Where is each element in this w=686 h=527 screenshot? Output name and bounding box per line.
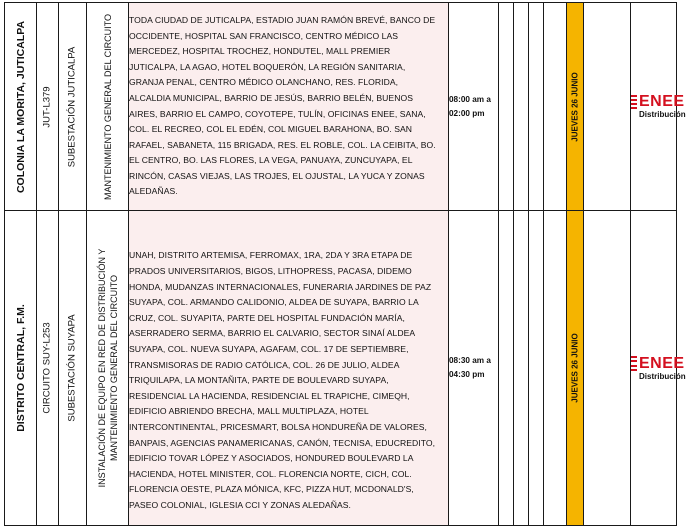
area-line: CRUZ, COL. SUYAPITA, PARTE DEL HOSPITAL FUNDACIÓN MARÍA, bbox=[129, 312, 405, 323]
outage-schedule-table bbox=[4, 2, 686, 526]
work-description bbox=[96, 249, 120, 488]
area-line: GRANJA PENAL, CENTRO MÉDICO OLANCHANO, RES. FLORIDA, bbox=[129, 77, 399, 88]
logo-name: ENEE bbox=[639, 354, 685, 372]
area-line: RESIDENCIAL LA HACIENDA, RESIDENCIAL EL TRAPICHE, CIMEQH, bbox=[129, 390, 410, 401]
area-line: ASERRADERO SERMA, BARRIO EL CALVARIO, SECTOR SINAÍ ALDEA bbox=[129, 328, 416, 339]
logo-subtitle: Distribución bbox=[639, 110, 686, 119]
empty-cell bbox=[544, 3, 567, 211]
area-line: RINCÓN, CASAS VIEJAS, LAS TROJES, EL OJUSTAL, LA YUCA Y ZONAS bbox=[129, 170, 425, 181]
area-line: COL. EL RECREO, COL EL EDÉN, COL MIGUEL BARAHONA, BO. SAN bbox=[129, 124, 413, 135]
substation-name: SUBESTACIÓN SUYAPA bbox=[66, 314, 78, 422]
logo-cell bbox=[631, 211, 686, 526]
enee-logo bbox=[631, 93, 686, 119]
area-line: TRANSMISORAS DE RADIO CATÓLICA, COL. 26 DE JULIO, ALDEA bbox=[129, 359, 400, 370]
affected-areas bbox=[129, 3, 449, 211]
date-label: JUEVES 26 JUNIO bbox=[570, 71, 580, 142]
area-line: AIRES, BARRIO EL CAMPO, COYOTEPE, TULÍN, OFICINAS ENEE, SANA, bbox=[129, 108, 426, 119]
enee-logo bbox=[631, 354, 686, 381]
empty-cell bbox=[584, 3, 631, 211]
substation-cell bbox=[59, 3, 87, 211]
work-cell bbox=[87, 3, 129, 211]
logo-cell bbox=[631, 3, 686, 211]
zone-cell bbox=[5, 3, 37, 211]
area-line: ALCALDIA MUNICIPAL, BARRIO DE JESÚS, BARRIO BELÉN, BUENOS bbox=[129, 92, 413, 103]
time-cell bbox=[449, 3, 499, 211]
area-line: TRIQUILAPA, LA MONTAÑITA, PARTE DE BOULEVARD SUYAPA, bbox=[129, 375, 389, 386]
logo-subtitle: Distribución bbox=[639, 371, 686, 381]
time-start: 08:00 am a bbox=[449, 94, 491, 104]
area-line: MERCEDEZ, HOSPITAL TROCHEZ, HONDUTEL, MALL PREMIER bbox=[129, 46, 391, 57]
area-line: OCCIDENTE, HOSPITAL SAN FRANCISCO, CENTRO MÉDICO LAS bbox=[129, 30, 399, 41]
date-cell bbox=[567, 211, 584, 526]
work-line: MANTENIMIENTO GENERAL DEL CIRCUITO bbox=[108, 274, 119, 462]
logo-name: ENEE bbox=[639, 93, 685, 110]
area-line: SUYAPA, COL. NUEVA SUYAPA, AGAFAM, COL. 17 DE SEPTIEMBRE, bbox=[129, 344, 409, 355]
circuit-cell bbox=[37, 3, 59, 211]
area-line: TODA CIUDAD DE JUTICALPA, ESTADIO JUAN RAMÓN BREVÉ, BANCO DE bbox=[129, 14, 436, 25]
circuit-cell bbox=[37, 211, 59, 526]
enee-mark-icon bbox=[631, 356, 637, 371]
empty-cell bbox=[584, 211, 631, 526]
outage-row bbox=[5, 3, 677, 211]
area-line: EL CENTRO, BO. LAS FLORES, LA VEGA, PANUAYA, ZUNCUYAPA, EL bbox=[129, 155, 413, 166]
empty-cell bbox=[499, 211, 514, 526]
area-line: PRADOS UNIVERSITARIOS, BIGOS, LITHOPRESS, PACASA, DIDEMO bbox=[129, 266, 412, 277]
area-line: SUYAPA, COL. ARMANDO CALIDONIO, ALDEA DE SUYAPA, BARRIO LA bbox=[129, 297, 419, 308]
area-line: FLORENCIA OESTE, PLAZA MÓNICA, KFC, PIZZA HUT, MCDONALD'S, bbox=[129, 484, 414, 495]
area-line: BANPAIS, AGENCIAS PANAMERICANAS, CANÓN, TECNISA, EDUCREDITO, bbox=[129, 437, 436, 448]
time-end: 02:00 pm bbox=[449, 108, 485, 118]
zone-cell bbox=[5, 211, 37, 526]
work-line: MANTENIMIENTO GENERAL DEL CIRCUITO bbox=[102, 13, 113, 200]
empty-cell bbox=[514, 211, 529, 526]
time-end: 04:30 pm bbox=[449, 370, 485, 379]
zone-name: COLONIA LA MORITA, JUTICALPA bbox=[14, 20, 27, 193]
area-line: RAFAEL, SABANETA, 115 BRIGADA, RES. EL ROBLE, COL. LA CEIBITA, BO. bbox=[129, 139, 436, 150]
time-cell bbox=[449, 211, 499, 526]
circuit-code: JUT-L379 bbox=[41, 85, 53, 128]
empty-cell bbox=[514, 3, 529, 211]
area-line: PASEO COLONIAL, IGLESIA CCI Y ZONAS ALEDAÑAS. bbox=[129, 499, 351, 510]
empty-cell bbox=[529, 3, 544, 211]
circuit-code: CIRCUITO SUY-L253 bbox=[41, 322, 53, 414]
area-line: ALEDAÑAS. bbox=[129, 186, 178, 197]
area-line: EDIFICIO TOVAR LÓPEZ Y ASOCIADOS, HONDURED BOULEVARD LA bbox=[129, 453, 414, 464]
work-description bbox=[102, 13, 114, 199]
work-line: INSTALACIÓN DE EQUIPO EN RED DE DISTRIBUCIÓN Y bbox=[96, 248, 107, 488]
empty-cell bbox=[544, 211, 567, 526]
empty-cell bbox=[499, 3, 514, 211]
area-line: JUTICALPA, LA AGAO, HOTEL BOQUERÓN, LA REGIÓN SANITARIA, bbox=[129, 61, 406, 72]
date-label: JUEVES 26 JUNIO bbox=[570, 333, 580, 403]
substation-name: SUBESTACIÓN JUTICALPA bbox=[66, 46, 78, 167]
area-line: HACIENDA, HOTEL MINISTER, COL. FLORENCIA NORTE, CICH, COL. bbox=[129, 468, 412, 479]
area-line: EDIFICIO ABRIENDO BRECHA, MALL MULTIPLAZA, HOTEL bbox=[129, 406, 369, 417]
substation-cell bbox=[59, 211, 87, 526]
outage-row bbox=[5, 211, 677, 526]
area-line: UNAH, DISTRITO ARTEMISA, FERROMAX, 1RA, 2DA Y 3RA ETAPA DE bbox=[129, 250, 413, 261]
time-start: 08:30 am a bbox=[449, 356, 491, 365]
area-line: HONDA, MUDANZAS INTERNACIONALES, FUNERARIA JARDINES DE PAZ bbox=[129, 281, 432, 292]
date-cell bbox=[567, 3, 584, 211]
work-cell bbox=[87, 211, 129, 526]
enee-mark-icon bbox=[631, 95, 637, 110]
zone-name: DISTRITO CENTRAL, F.M. bbox=[14, 304, 27, 432]
area-line: INTERCONTINENTAL, PRICESMART, BOLSA HONDUREÑA DE VALORES, bbox=[129, 421, 427, 432]
affected-areas bbox=[129, 211, 449, 526]
empty-cell bbox=[529, 211, 544, 526]
